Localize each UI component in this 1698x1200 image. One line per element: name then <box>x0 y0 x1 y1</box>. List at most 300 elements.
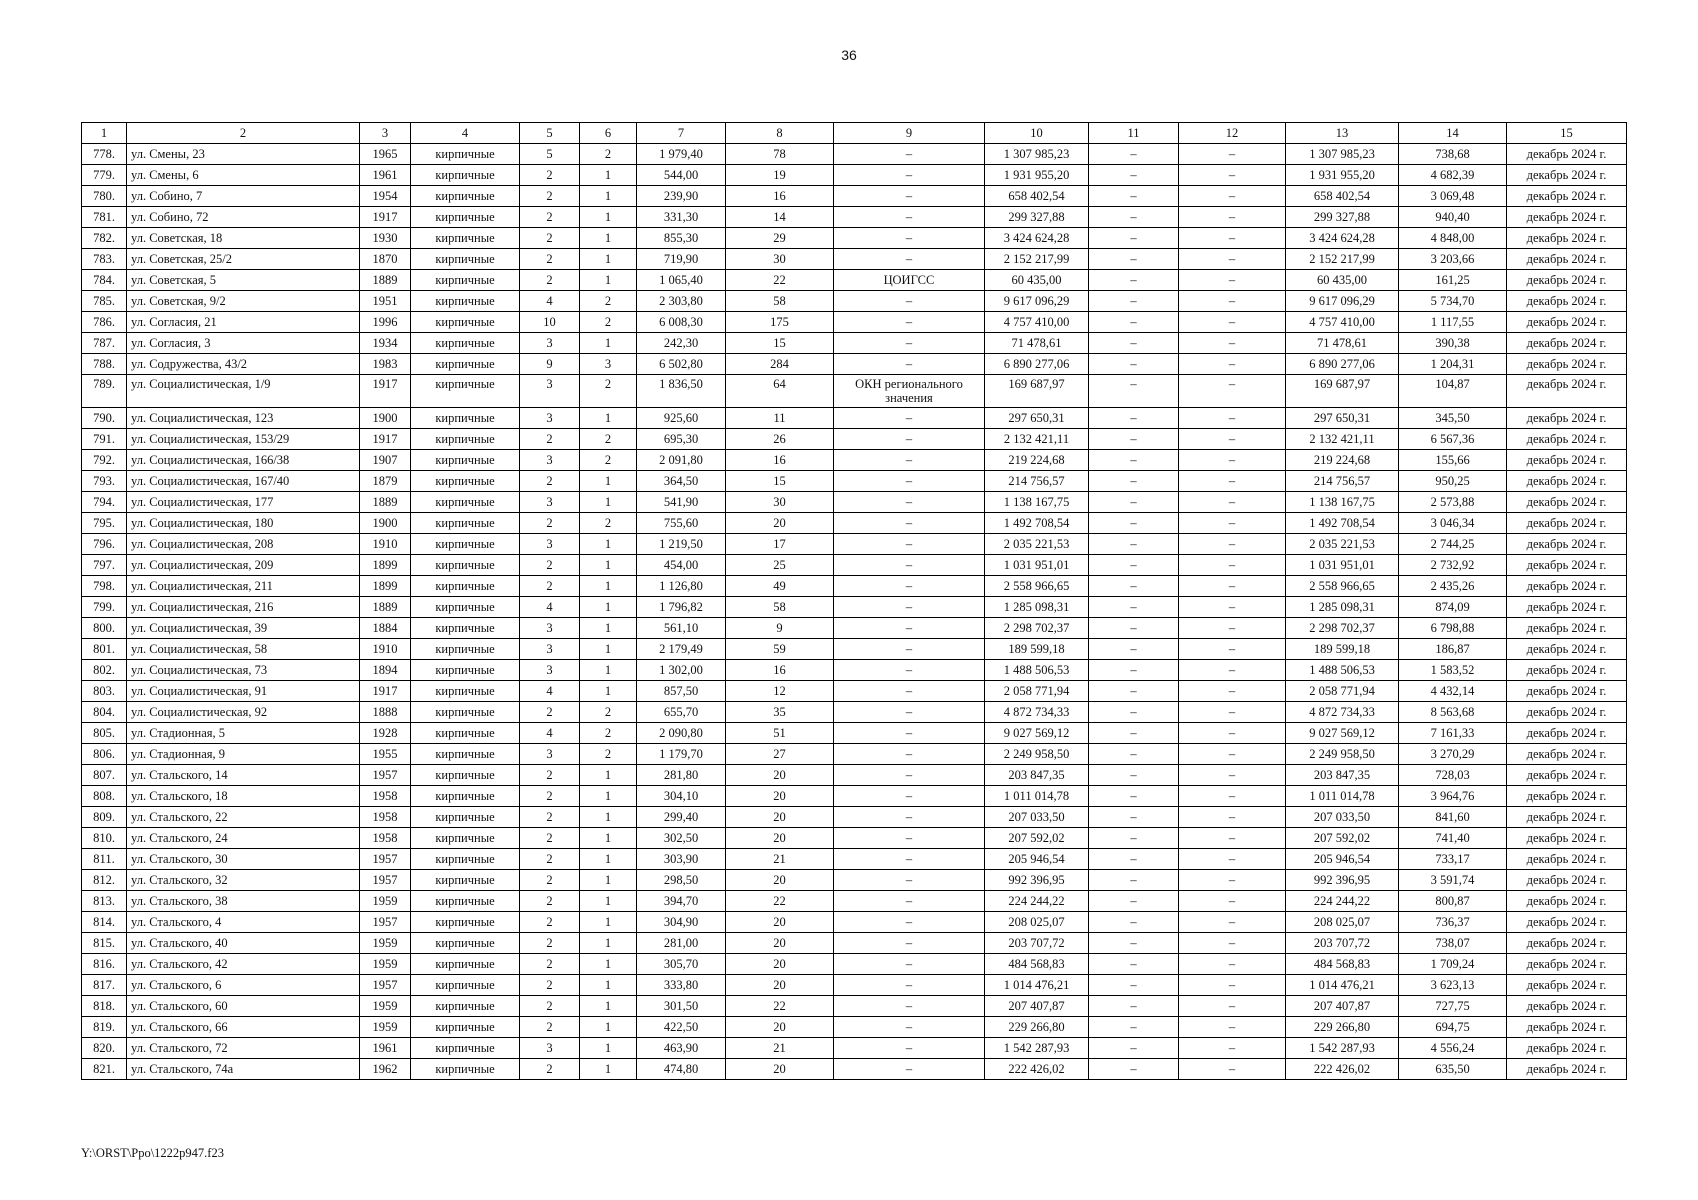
cell-floors: 2 <box>520 807 580 828</box>
cell-entrances: 1 <box>580 933 637 954</box>
cell-row-number: 807. <box>82 765 127 786</box>
cell-cost-per-sqm: 950,25 <box>1399 471 1507 492</box>
cell-cost-per-sqm: 345,50 <box>1399 408 1507 429</box>
cell-heritage-status: – <box>834 954 985 975</box>
cell-residents: 22 <box>726 270 834 291</box>
cell-cost-col-11: – <box>1089 450 1179 471</box>
cell-year-built: 1958 <box>360 786 411 807</box>
cell-completion-date: декабрь 2024 г. <box>1507 996 1627 1017</box>
cell-residents: 21 <box>726 1038 834 1059</box>
cell-completion-date: декабрь 2024 г. <box>1507 849 1627 870</box>
cell-address: ул. Смены, 6 <box>127 165 360 186</box>
cell-entrances: 1 <box>580 471 637 492</box>
cell-cost-col-11: – <box>1089 555 1179 576</box>
cell-area: 303,90 <box>637 849 726 870</box>
cell-residents: 58 <box>726 291 834 312</box>
cell-cost-col-11: – <box>1089 702 1179 723</box>
table-row <box>82 144 1627 165</box>
table-row <box>82 786 1627 807</box>
column-header-9: 9 <box>834 123 985 144</box>
cell-cost-col-12: – <box>1179 270 1286 291</box>
cell-heritage-status: – <box>834 1059 985 1080</box>
cell-total-cost: 1 011 014,78 <box>985 786 1089 807</box>
column-header-2: 2 <box>127 123 360 144</box>
cell-area: 298,50 <box>637 870 726 891</box>
cell-entrances: 1 <box>580 849 637 870</box>
table-row <box>82 639 1627 660</box>
cell-total-cost: 1 307 985,23 <box>985 144 1089 165</box>
cell-cost-col-12: – <box>1179 408 1286 429</box>
cell-area: 755,60 <box>637 513 726 534</box>
cell-wall-material: кирпичные <box>411 144 520 165</box>
cell-area: 719,90 <box>637 249 726 270</box>
cell-cost-col-13: 4 757 410,00 <box>1286 312 1399 333</box>
cell-floors: 3 <box>520 333 580 354</box>
cell-heritage-status: – <box>834 996 985 1017</box>
cell-heritage-status: – <box>834 429 985 450</box>
cell-completion-date: декабрь 2024 г. <box>1507 597 1627 618</box>
table-row <box>82 228 1627 249</box>
cell-completion-date: декабрь 2024 г. <box>1507 765 1627 786</box>
cell-total-cost: 658 402,54 <box>985 186 1089 207</box>
cell-address: ул. Стальского, 72 <box>127 1038 360 1059</box>
cell-cost-per-sqm: 738,07 <box>1399 933 1507 954</box>
cell-heritage-status: – <box>834 576 985 597</box>
cell-entrances: 2 <box>580 291 637 312</box>
cell-total-cost: 1 138 167,75 <box>985 492 1089 513</box>
cell-cost-per-sqm: 161,25 <box>1399 270 1507 291</box>
cell-cost-col-11: – <box>1089 144 1179 165</box>
cell-row-number: 787. <box>82 333 127 354</box>
cell-cost-per-sqm: 155,66 <box>1399 450 1507 471</box>
cell-cost-col-12: – <box>1179 471 1286 492</box>
cell-residents: 20 <box>726 1059 834 1080</box>
cell-year-built: 1894 <box>360 660 411 681</box>
table-row <box>82 618 1627 639</box>
cell-address: ул. Стальского, 18 <box>127 786 360 807</box>
cell-cost-col-11: – <box>1089 954 1179 975</box>
cell-area: 463,90 <box>637 1038 726 1059</box>
cell-wall-material: кирпичные <box>411 1017 520 1038</box>
cell-wall-material: кирпичные <box>411 228 520 249</box>
cell-cost-col-13: 205 946,54 <box>1286 849 1399 870</box>
cell-row-number: 808. <box>82 786 127 807</box>
cell-address: ул. Стальского, 14 <box>127 765 360 786</box>
cell-row-number: 809. <box>82 807 127 828</box>
cell-residents: 16 <box>726 186 834 207</box>
cell-heritage-status: – <box>834 492 985 513</box>
page-number: 36 <box>841 47 857 63</box>
cell-residents: 30 <box>726 492 834 513</box>
cell-entrances: 1 <box>580 576 637 597</box>
cell-cost-col-11: – <box>1089 354 1179 375</box>
table-row <box>82 207 1627 228</box>
cell-year-built: 1962 <box>360 1059 411 1080</box>
cell-heritage-status: – <box>834 312 985 333</box>
cell-cost-col-13: 1 307 985,23 <box>1286 144 1399 165</box>
cell-entrances: 1 <box>580 1038 637 1059</box>
cell-cost-col-11: – <box>1089 534 1179 555</box>
column-header-11: 11 <box>1089 123 1179 144</box>
cell-floors: 2 <box>520 228 580 249</box>
cell-address: ул. Смены, 23 <box>127 144 360 165</box>
cell-cost-col-11: – <box>1089 1059 1179 1080</box>
cell-entrances: 1 <box>580 333 637 354</box>
cell-year-built: 1959 <box>360 891 411 912</box>
cell-cost-per-sqm: 940,40 <box>1399 207 1507 228</box>
cell-floors: 2 <box>520 954 580 975</box>
table-row <box>82 513 1627 534</box>
cell-cost-col-12: – <box>1179 954 1286 975</box>
cell-wall-material: кирпичные <box>411 975 520 996</box>
cell-cost-per-sqm: 738,68 <box>1399 144 1507 165</box>
cell-area: 1 065,40 <box>637 270 726 291</box>
cell-cost-col-11: – <box>1089 576 1179 597</box>
cell-address: ул. Социалистическая, 73 <box>127 660 360 681</box>
cell-year-built: 1907 <box>360 450 411 471</box>
cell-completion-date: декабрь 2024 г. <box>1507 933 1627 954</box>
cell-cost-col-13: 2 152 217,99 <box>1286 249 1399 270</box>
cell-row-number: 812. <box>82 870 127 891</box>
cell-residents: 35 <box>726 702 834 723</box>
cell-floors: 2 <box>520 576 580 597</box>
cell-cost-col-12: – <box>1179 702 1286 723</box>
cell-area: 655,70 <box>637 702 726 723</box>
cell-wall-material: кирпичные <box>411 312 520 333</box>
cell-heritage-status: – <box>834 744 985 765</box>
cell-cost-col-13: 71 478,61 <box>1286 333 1399 354</box>
cell-cost-per-sqm: 104,87 <box>1399 375 1507 408</box>
cell-total-cost: 71 478,61 <box>985 333 1089 354</box>
cell-residents: 49 <box>726 576 834 597</box>
cell-floors: 3 <box>520 492 580 513</box>
cell-cost-col-12: – <box>1179 681 1286 702</box>
cell-total-cost: 203 707,72 <box>985 933 1089 954</box>
cell-cost-per-sqm: 2 573,88 <box>1399 492 1507 513</box>
cell-year-built: 1889 <box>360 270 411 291</box>
table-row <box>82 291 1627 312</box>
cell-area: 454,00 <box>637 555 726 576</box>
cell-cost-col-12: – <box>1179 933 1286 954</box>
cell-address: ул. Согласия, 21 <box>127 312 360 333</box>
cell-floors: 2 <box>520 975 580 996</box>
cell-entrances: 1 <box>580 870 637 891</box>
cell-year-built: 1957 <box>360 849 411 870</box>
cell-area: 242,30 <box>637 333 726 354</box>
cell-residents: 20 <box>726 807 834 828</box>
cell-cost-col-11: – <box>1089 723 1179 744</box>
cell-floors: 2 <box>520 849 580 870</box>
cell-cost-col-12: – <box>1179 765 1286 786</box>
column-header-7: 7 <box>637 123 726 144</box>
cell-floors: 3 <box>520 1038 580 1059</box>
cell-cost-per-sqm: 728,03 <box>1399 765 1507 786</box>
column-header-3: 3 <box>360 123 411 144</box>
cell-completion-date: декабрь 2024 г. <box>1507 333 1627 354</box>
table-row <box>82 681 1627 702</box>
column-header-4: 4 <box>411 123 520 144</box>
cell-year-built: 1983 <box>360 354 411 375</box>
cell-area: 1 126,80 <box>637 576 726 597</box>
cell-floors: 2 <box>520 702 580 723</box>
cell-year-built: 1961 <box>360 1038 411 1059</box>
cell-cost-col-11: – <box>1089 249 1179 270</box>
cell-area: 304,10 <box>637 786 726 807</box>
cell-year-built: 1884 <box>360 618 411 639</box>
cell-address: ул. Стадионная, 9 <box>127 744 360 765</box>
cell-cost-col-11: – <box>1089 933 1179 954</box>
cell-cost-col-13: 207 407,87 <box>1286 996 1399 1017</box>
cell-area: 6 008,30 <box>637 312 726 333</box>
cell-cost-col-11: – <box>1089 408 1179 429</box>
cell-entrances: 2 <box>580 429 637 450</box>
cell-year-built: 1959 <box>360 954 411 975</box>
cell-row-number: 815. <box>82 933 127 954</box>
cell-total-cost: 219 224,68 <box>985 450 1089 471</box>
cell-wall-material: кирпичные <box>411 912 520 933</box>
cell-heritage-status: – <box>834 933 985 954</box>
cell-cost-col-12: – <box>1179 1017 1286 1038</box>
cell-heritage-status: – <box>834 291 985 312</box>
cell-wall-material: кирпичные <box>411 618 520 639</box>
cell-floors: 4 <box>520 681 580 702</box>
cell-year-built: 1957 <box>360 975 411 996</box>
cell-year-built: 1899 <box>360 555 411 576</box>
cell-year-built: 1957 <box>360 765 411 786</box>
cell-area: 6 502,80 <box>637 354 726 375</box>
cell-cost-per-sqm: 2 732,92 <box>1399 555 1507 576</box>
cell-completion-date: декабрь 2024 г. <box>1507 375 1627 408</box>
cell-cost-col-12: – <box>1179 249 1286 270</box>
cell-area: 474,80 <box>637 1059 726 1080</box>
cell-address: ул. Стадионная, 5 <box>127 723 360 744</box>
cell-cost-col-11: – <box>1089 312 1179 333</box>
cell-entrances: 1 <box>580 165 637 186</box>
cell-year-built: 1954 <box>360 186 411 207</box>
cell-floors: 2 <box>520 513 580 534</box>
cell-year-built: 1959 <box>360 1017 411 1038</box>
cell-year-built: 1899 <box>360 576 411 597</box>
cell-row-number: 810. <box>82 828 127 849</box>
cell-completion-date: декабрь 2024 г. <box>1507 555 1627 576</box>
cell-floors: 2 <box>520 186 580 207</box>
cell-wall-material: кирпичные <box>411 270 520 291</box>
table-row <box>82 165 1627 186</box>
cell-total-cost: 222 426,02 <box>985 1059 1089 1080</box>
cell-entrances: 2 <box>580 702 637 723</box>
cell-heritage-status: – <box>834 144 985 165</box>
cell-total-cost: 484 568,83 <box>985 954 1089 975</box>
cell-address: ул. Стальского, 24 <box>127 828 360 849</box>
cell-residents: 14 <box>726 207 834 228</box>
cell-cost-col-12: – <box>1179 870 1286 891</box>
cell-address: ул. Советская, 25/2 <box>127 249 360 270</box>
cell-entrances: 2 <box>580 513 637 534</box>
cell-total-cost: 203 847,35 <box>985 765 1089 786</box>
cell-row-number: 821. <box>82 1059 127 1080</box>
table-row <box>82 1017 1627 1038</box>
cell-row-number: 819. <box>82 1017 127 1038</box>
cell-entrances: 1 <box>580 207 637 228</box>
cell-area: 561,10 <box>637 618 726 639</box>
cell-address: ул. Социалистическая, 39 <box>127 618 360 639</box>
cell-area: 333,80 <box>637 975 726 996</box>
cell-completion-date: декабрь 2024 г. <box>1507 312 1627 333</box>
cell-residents: 16 <box>726 660 834 681</box>
cell-cost-col-13: 2 058 771,94 <box>1286 681 1399 702</box>
cell-cost-col-13: 2 132 421,11 <box>1286 429 1399 450</box>
cell-area: 1 179,70 <box>637 744 726 765</box>
cell-floors: 2 <box>520 1059 580 1080</box>
cell-cost-per-sqm: 3 964,76 <box>1399 786 1507 807</box>
cell-total-cost: 205 946,54 <box>985 849 1089 870</box>
cell-total-cost: 169 687,97 <box>985 375 1089 408</box>
cell-entrances: 2 <box>580 744 637 765</box>
cell-floors: 2 <box>520 891 580 912</box>
cell-heritage-status: – <box>834 513 985 534</box>
cell-cost-col-11: – <box>1089 618 1179 639</box>
cell-completion-date: декабрь 2024 г. <box>1507 513 1627 534</box>
table-row <box>82 429 1627 450</box>
table-row <box>82 975 1627 996</box>
cell-cost-col-12: – <box>1179 429 1286 450</box>
table-row <box>82 492 1627 513</box>
cell-entrances: 1 <box>580 618 637 639</box>
cell-entrances: 1 <box>580 1017 637 1038</box>
cell-wall-material: кирпичные <box>411 186 520 207</box>
cell-cost-per-sqm: 727,75 <box>1399 996 1507 1017</box>
cell-cost-col-13: 1 542 287,93 <box>1286 1038 1399 1059</box>
cell-row-number: 783. <box>82 249 127 270</box>
cell-year-built: 1959 <box>360 933 411 954</box>
cell-entrances: 2 <box>580 450 637 471</box>
cell-heritage-status: – <box>834 555 985 576</box>
cell-cost-per-sqm: 3 270,29 <box>1399 744 1507 765</box>
cell-completion-date: декабрь 2024 г. <box>1507 471 1627 492</box>
cell-address: ул. Стальского, 42 <box>127 954 360 975</box>
table-row <box>82 891 1627 912</box>
cell-row-number: 789. <box>82 375 127 408</box>
table-row <box>82 828 1627 849</box>
cell-year-built: 1934 <box>360 333 411 354</box>
cell-completion-date: декабрь 2024 г. <box>1507 186 1627 207</box>
cell-cost-col-13: 658 402,54 <box>1286 186 1399 207</box>
cell-total-cost: 2 558 966,65 <box>985 576 1089 597</box>
cell-cost-per-sqm: 4 848,00 <box>1399 228 1507 249</box>
cell-year-built: 1917 <box>360 207 411 228</box>
cell-row-number: 799. <box>82 597 127 618</box>
cell-entrances: 1 <box>580 786 637 807</box>
cell-cost-col-13: 484 568,83 <box>1286 954 1399 975</box>
table-row <box>82 333 1627 354</box>
cell-cost-col-11: – <box>1089 912 1179 933</box>
cell-year-built: 1996 <box>360 312 411 333</box>
cell-row-number: 784. <box>82 270 127 291</box>
cell-entrances: 1 <box>580 660 637 681</box>
cell-cost-col-11: – <box>1089 870 1179 891</box>
cell-address: ул. Стальского, 22 <box>127 807 360 828</box>
cell-area: 299,40 <box>637 807 726 828</box>
cell-cost-col-11: – <box>1089 333 1179 354</box>
cell-heritage-status: – <box>834 354 985 375</box>
cell-heritage-status: – <box>834 849 985 870</box>
cell-completion-date: декабрь 2024 г. <box>1507 723 1627 744</box>
cell-heritage-status: – <box>834 786 985 807</box>
cell-cost-per-sqm: 4 682,39 <box>1399 165 1507 186</box>
cell-area: 2 303,80 <box>637 291 726 312</box>
cell-year-built: 1930 <box>360 228 411 249</box>
table-row <box>82 912 1627 933</box>
cell-cost-col-12: – <box>1179 975 1286 996</box>
cell-address: ул. Стальского, 38 <box>127 891 360 912</box>
cell-year-built: 1917 <box>360 375 411 408</box>
cell-floors: 2 <box>520 765 580 786</box>
cell-total-cost: 1 492 708,54 <box>985 513 1089 534</box>
cell-wall-material: кирпичные <box>411 555 520 576</box>
cell-completion-date: декабрь 2024 г. <box>1507 870 1627 891</box>
cell-cost-per-sqm: 4 432,14 <box>1399 681 1507 702</box>
cell-cost-col-11: – <box>1089 744 1179 765</box>
cell-cost-col-12: – <box>1179 786 1286 807</box>
cell-cost-col-11: – <box>1089 891 1179 912</box>
cell-address: ул. Стальского, 32 <box>127 870 360 891</box>
cell-wall-material: кирпичные <box>411 786 520 807</box>
cell-cost-col-13: 6 890 277,06 <box>1286 354 1399 375</box>
cell-entrances: 2 <box>580 312 637 333</box>
cell-residents: 20 <box>726 912 834 933</box>
cell-area: 855,30 <box>637 228 726 249</box>
cell-wall-material: кирпичные <box>411 576 520 597</box>
cell-area: 301,50 <box>637 996 726 1017</box>
cell-heritage-status: – <box>834 249 985 270</box>
cell-entrances: 1 <box>580 639 637 660</box>
cell-address: ул. Собино, 72 <box>127 207 360 228</box>
cell-cost-per-sqm: 390,38 <box>1399 333 1507 354</box>
table-row <box>82 723 1627 744</box>
cell-row-number: 779. <box>82 165 127 186</box>
cell-wall-material: кирпичные <box>411 450 520 471</box>
cell-heritage-status: – <box>834 807 985 828</box>
cell-completion-date: декабрь 2024 г. <box>1507 618 1627 639</box>
cell-cost-per-sqm: 7 161,33 <box>1399 723 1507 744</box>
cell-wall-material: кирпичные <box>411 354 520 375</box>
table-row <box>82 450 1627 471</box>
housing-registry-table <box>81 122 1627 1080</box>
cell-residents: 19 <box>726 165 834 186</box>
cell-cost-per-sqm: 2 744,25 <box>1399 534 1507 555</box>
cell-entrances: 1 <box>580 597 637 618</box>
cell-floors: 3 <box>520 375 580 408</box>
cell-year-built: 1957 <box>360 870 411 891</box>
cell-cost-col-12: – <box>1179 492 1286 513</box>
cell-heritage-status: – <box>834 333 985 354</box>
cell-heritage-status: – <box>834 1038 985 1059</box>
cell-cost-per-sqm: 1 117,55 <box>1399 312 1507 333</box>
cell-total-cost: 299 327,88 <box>985 207 1089 228</box>
table-row <box>82 933 1627 954</box>
table-row <box>82 807 1627 828</box>
cell-year-built: 1870 <box>360 249 411 270</box>
cell-cost-col-13: 203 847,35 <box>1286 765 1399 786</box>
cell-heritage-status: – <box>834 765 985 786</box>
cell-total-cost: 2 132 421,11 <box>985 429 1089 450</box>
cell-address: ул. Социалистическая, 58 <box>127 639 360 660</box>
cell-cost-per-sqm: 694,75 <box>1399 1017 1507 1038</box>
cell-cost-col-13: 229 266,80 <box>1286 1017 1399 1038</box>
cell-cost-per-sqm: 4 556,24 <box>1399 1038 1507 1059</box>
cell-address: ул. Советская, 18 <box>127 228 360 249</box>
cell-address: ул. Стальского, 60 <box>127 996 360 1017</box>
